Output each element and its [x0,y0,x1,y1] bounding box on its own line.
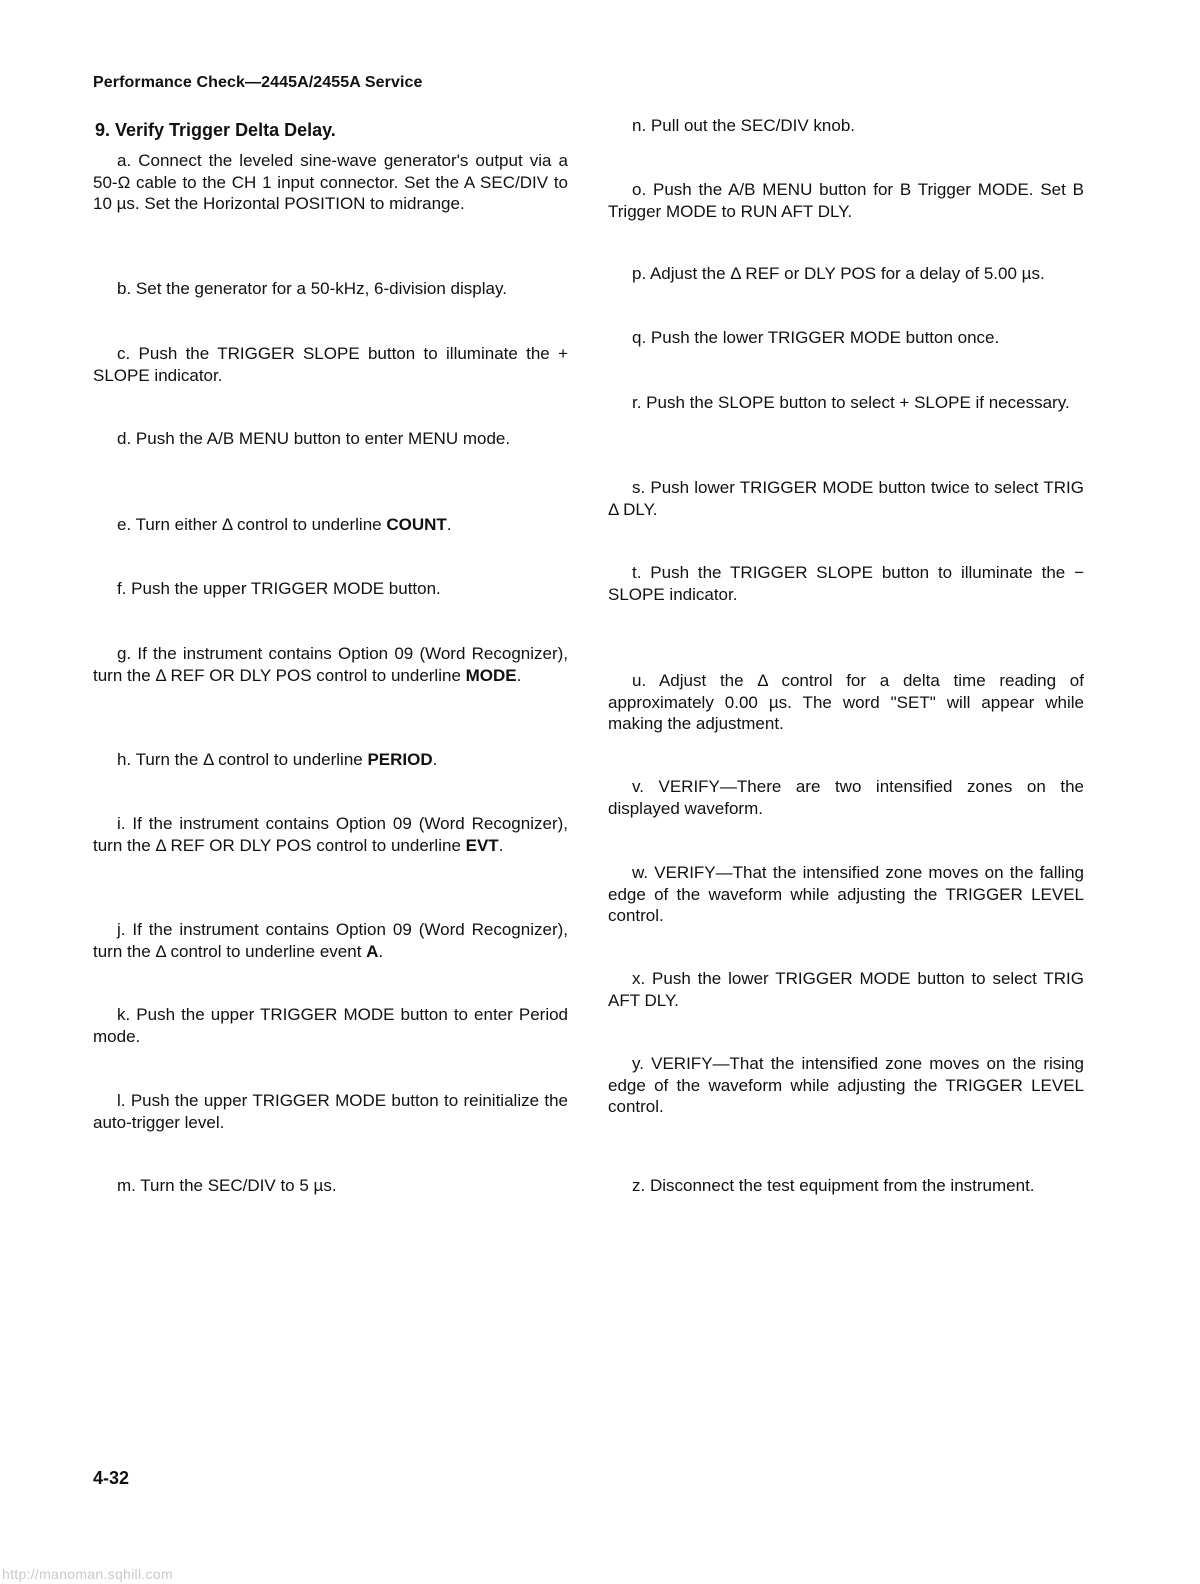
step-j: j. If the instrument contains Option 09 (Word Recognizer), turn the Δ control to underline event A. [93,920,568,961]
step-f: f. Push the upper TRIGGER MODE button. [117,579,441,598]
step-h: h. Turn the Δ control to underline PERIOD. [117,750,438,769]
step-v: v. VERIFY—There are two intensified zones on the displayed waveform. [608,777,1084,818]
page-number: 4-32 [93,1468,130,1488]
step-x: x. Push the lower TRIGGER MODE button to select TRIG AFT DLY. [608,969,1084,1010]
step-m: m. Turn the SEC/DIV to 5 µs. [117,1176,337,1195]
step-a: a. Connect the leveled sine-wave generator's output via a 50-Ω cable to the CH 1 input connector. Set the A SEC/DIV to 10 µs. Set the Horizontal POSITION to midrange. [93,151,568,213]
step-e: e. Turn either Δ control to underline COUNT. [117,515,452,534]
running-header: Performance Check—2445A/2455A Service [93,74,423,91]
step-q: q. Push the lower TRIGGER MODE button once. [632,328,1000,347]
step-k: k. Push the upper TRIGGER MODE button to enter Period mode. [93,1005,568,1046]
step-o: o. Push the A/B MENU button for B Trigger MODE. Set B Trigger MODE to RUN AFT DLY. [608,180,1084,221]
step-l: l. Push the upper TRIGGER MODE button to reinitialize the auto-trigger level. [93,1091,568,1132]
step-u: u. Adjust the Δ control for a delta time reading of approximately 0.00 µs. The word "SET" will appear while making the adjustment. [608,671,1084,733]
step-s: s. Push lower TRIGGER MODE button twice to select TRIG Δ DLY. [608,478,1084,519]
step-i: i. If the instrument contains Option 09 (Word Recognizer), turn the Δ REF OR DLY POS control to underline EVT. [93,814,568,855]
step-w: w. VERIFY—That the intensified zone moves on the falling edge of the waveform while adjusting the TRIGGER LEVEL control. [608,863,1084,925]
watermark-url: http://manoman.sqhill.com [2,1566,173,1582]
section-title: 9. Verify Trigger Delta Delay. [95,120,336,140]
step-p: p. Adjust the Δ REF or DLY POS for a delay of 5.00 µs. [632,264,1045,283]
step-y: y. VERIFY—That the intensified zone moves on the rising edge of the waveform while adjusting the TRIGGER LEVEL control. [608,1054,1084,1116]
step-c: c. Push the TRIGGER SLOPE button to illuminate the + SLOPE indicator. [93,344,568,385]
step-t: t. Push the TRIGGER SLOPE button to illuminate the − SLOPE indicator. [608,563,1084,604]
step-r: r. Push the SLOPE button to select + SLOPE if necessary. [632,393,1070,412]
step-d: d. Push the A/B MENU button to enter MENU mode. [117,429,511,448]
step-n: n. Pull out the SEC/DIV knob. [632,116,856,135]
step-z: z. Disconnect the test equipment from the instrument. [632,1176,1035,1195]
step-b: b. Set the generator for a 50-kHz, 6-division display. [117,279,507,298]
step-g: g. If the instrument contains Option 09 (Word Recognizer), turn the Δ REF OR DLY POS control to underline MODE. [93,644,568,685]
